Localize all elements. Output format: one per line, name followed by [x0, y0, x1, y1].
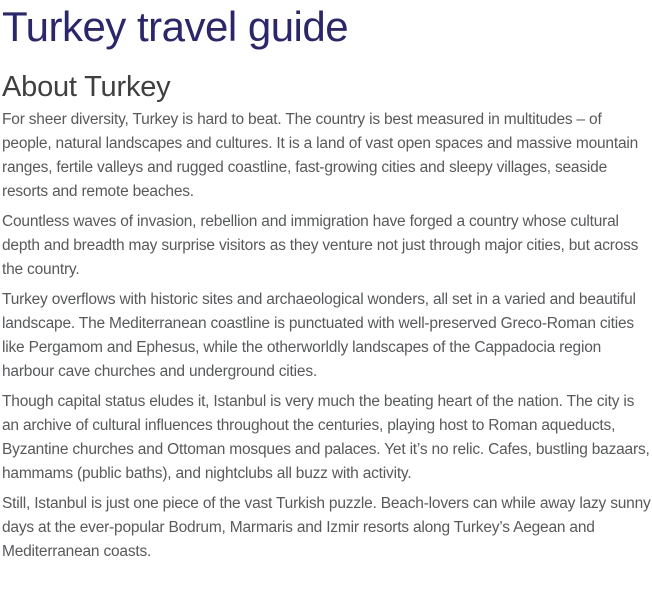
paragraph-resorts: Still, Istanbul is just one piece of the vast Turkish puzzle. Beach-lovers can while away lazy sunny days at the ever-popular Bodrum, Marmaris and Izmir resorts along Turkey’s Aegean and Mediterranean coasts.	[2, 495, 651, 560]
paragraph-history: Countless waves of invasion, rebellion and immigration have forged a country whose cultural depth and breadth may surprise visitors as they venture not just through major cities, but across the country.	[2, 213, 639, 278]
page-title: Turkey travel guide	[2, 3, 349, 50]
paragraph-historic-sites: Turkey overflows with historic sites and archaeological wonders, all set in a varied and beautiful landscape. The Mediterranean coastline is punctuated with well-preserved Greco-Roman cities like Pergamom and Ephesus, while the otherworldly landscapes of the Cappadocia region harbour cave churches and underground cities.	[2, 291, 636, 380]
paragraph-diversity: For sheer diversity, Turkey is hard to beat. The country is best measured in multitudes – of people, natural landscapes and cultures. It is a land of vast open spaces and massive mountain ranges, fertile valleys and rugged coastline, fast-growing cities and sleepy villages, seaside resorts and remote beaches.	[2, 111, 639, 200]
section-heading-about: About Turkey	[2, 71, 171, 103]
article	[2, 2, 652, 564]
paragraph-istanbul: Though capital status eludes it, Istanbul is very much the beating heart of the nation. The city is an archive of cultural influences throughout the centuries, playing host to Roman aqueducts, Byzantine churches and Ottoman mosques and palaces. Yet it’s no relic. Cafes, bustling bazaars, hammams (public baths), and nightclubs all buzz with activity.	[2, 393, 650, 482]
